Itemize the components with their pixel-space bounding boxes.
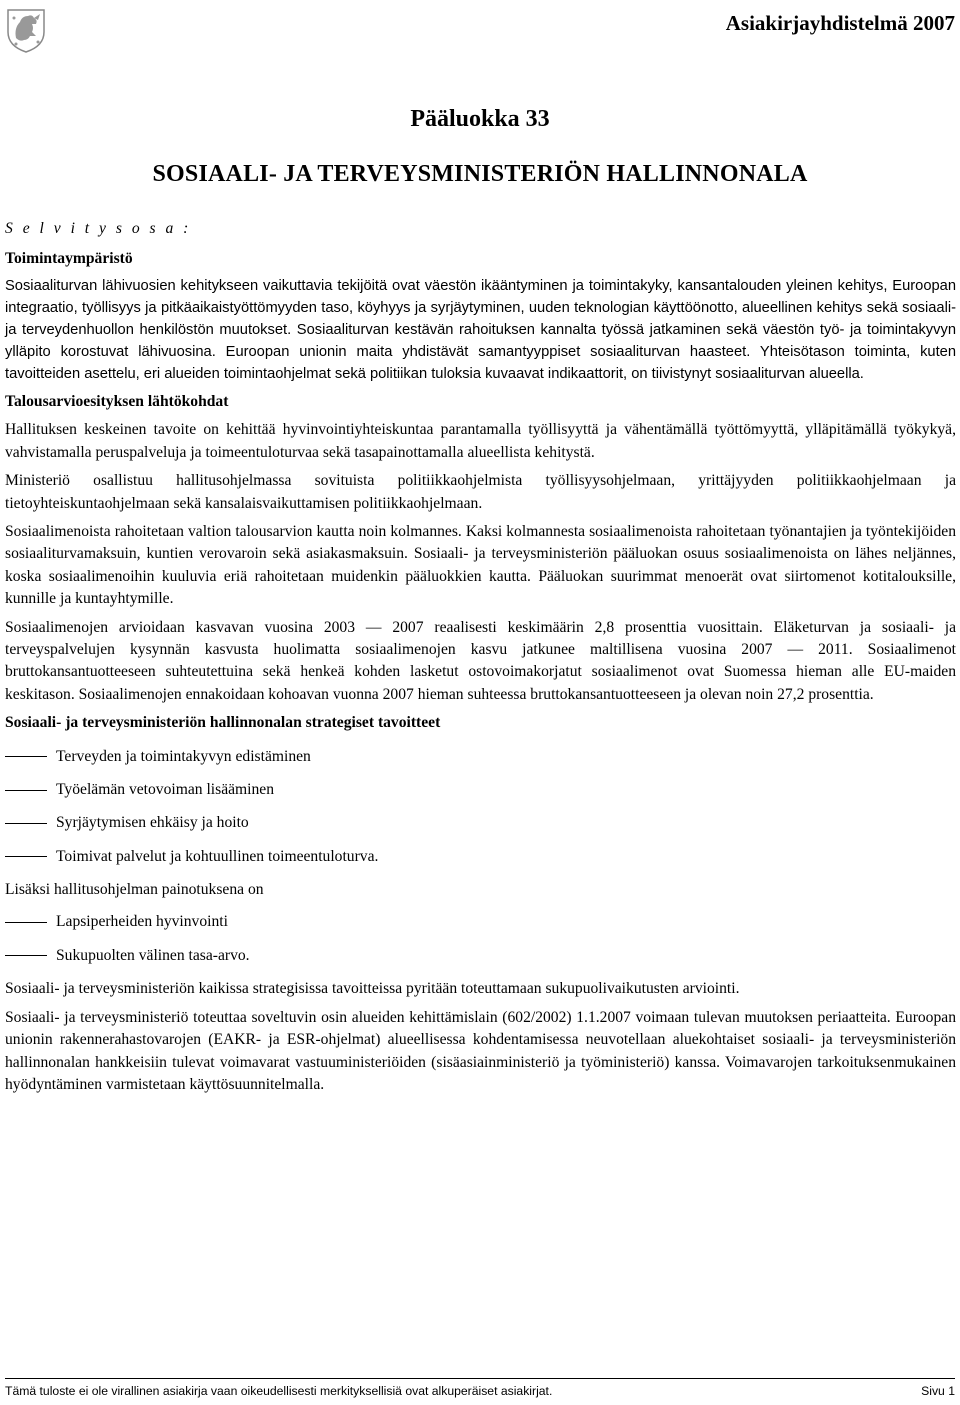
section-heading-toimintaymparisto: Toimintaympäristö [5,250,133,268]
dash-icon [5,823,47,824]
list-item-text: Syrjäytymisen ehkäisy ja hoito [56,814,249,832]
list-item [5,740,956,773]
list-item-text: Terveyden ja toimintakyvyn edistäminen [56,747,311,765]
dash-icon [5,955,47,956]
paragraph: Ministeriö osallistuu hallitusohjelmassa sovituista politiikkaohjelmista työllisyysohjelmaan, yrittäjyyden politiikkaohjelmaan ja tietoyhteiskuntaohjelmaan sekä kansalaisvaikuttamisen politiikkaohjelmaan. [5,472,956,512]
dash-icon [5,756,47,757]
list-item-text: Toimivat palvelut ja kohtuullinen toimeentuloturva. [56,847,379,865]
list-item-text: Työelämän vetovoiman lisääminen [56,781,275,798]
strategic-goals-list [5,740,956,873]
list-item [5,840,956,873]
paragraph: Hallituksen keskeinen tavoite on kehittää hyvinvointiyhteiskuntaa parantamalla työllisyyttä ja vähentämällä työttömyyttä, ylläpitämällä työkykyä, vahvistamalla peruspalveluja ja toimeentuloturvaa sekä tasapainottamalla alueellista kehitystä. [5,421,956,461]
main-class-title: Pääluokka 33 [410,106,550,132]
list-item [5,906,956,939]
emphasis-list [5,906,956,973]
finnish-lion-coat-of-arms-icon [4,4,48,54]
list-item [5,939,956,972]
dash-icon [5,856,47,857]
paragraph: Sosiaaliturvan lähivuosien kehitykseen vaikuttavia tekijöitä ovat väestön ikääntyminen ja toimintakyky, kansantalouden yleinen kehitys, Euroopan integraatio, työllisyys ja pitkäaikaistyöttömyyden taso, köyhyys ja syrjäytyminen, uuden teknologian käyttöönotto, alueellinen kehitys sekä sosiaali- ja terveydenhuollon henkilöstön muutokset. Sosiaaliturvan kestävän rahoituksen kannalta työssä jatkaminen sekä väestön työ- ja toimintakyvyn ylläpito korostuvat lähivuosina. Euroopan unionin maita yhdistävät samantyyppiset sosiaaliturvan haasteet. Yhteisötason toiminta, kuten tavoitteiden asettelu, eri alueiden toimintaohjelmat sekä politiikan tuloksia kuvaavat indikaattorit, on tiivistynyt sosiaaliturvan alueella. [5,278,956,382]
paragraph: Sosiaalimenoista rahoitetaan valtion talousarvion kautta noin kolmannes. Kaksi kolmannesta sosiaalimenoista rahoitetaan työnantajien ja työntekijöiden sosiaaliturvamaksuin, kuntien verovaroin sekä asiakasmaksuin. Sosiaali- ja terveysministeriön pääluokan osuus sosiaalimenoista on lähes neljännes, koska sosiaalimenoihin kuuluvia eriä rahoitetaan muidenkin pääluokkien kautta. Pääluokan suurimmat menoerät ovat siirtomenot kotitalouksille, kunnille ja kuntayhtymille. [5,523,956,608]
paragraph: Sosiaali- ja terveysministeriön kaikissa strategisissa tavoitteissa pyritään toteuttamaan sukupuolivaikutusten arviointi. [5,980,740,998]
list-item [5,774,956,807]
section-label: S e l v i t y s o s a : [5,220,192,237]
document-title: Asiakirjayhdistelmä 2007 [725,11,955,35]
footer-disclaimer: Tämä tuloste ei ole virallinen asiakirja vaan oikeudellisesti merkityksellisiä ovat alkuperäiset asiakirjat. [5,1384,553,1398]
list-item-text: Lapsiperheiden hyvinvointi [56,913,228,931]
paragraph: Sosiaalimenojen arvioidaan kasvavan vuosina 2003 — 2007 reaalisesti keskimäärin 2,8 prosenttia vuosittain. Eläketurvan ja sosiaali- ja terveyspalvelujen kysynnän kasvusta huolimatta sosiaalimenojen kasvu jatkunee maltillisena vuosina 2007 — 2011. Sosiaalimenot bruttokansantuotteeseen suhteutettuina sekä henkeä kohden lasketut ostovoimakorjatut sosiaalimenot ovat Suomessa hieman alle EU-maiden keskitason. Sosiaalimenojen ennakoidaan kohoavan vuonna 2007 hieman suhteessa bruttokansantuotteeseen ja olevan noin 27,2 prosenttia. [5,618,956,703]
emphasis-lead: Lisäksi hallitusohjelman painotuksena on [5,881,264,899]
list-item [5,807,956,840]
page-number: Sivu 1 [921,1384,955,1398]
dash-icon [5,790,47,791]
paragraph: Sosiaali- ja terveysministeriö toteuttaa soveltuvin osin alueiden kehittämislain (602/2002) 1.1.2007 voimaan tulevan muutoksen periaatteita. Euroopan unionin rakennerahastovarojen (EAKR- ja ESR-ohjelmat) alueellisessa kohdentamisessa neuvotellaan aluekohtaiset sosiaali- ja terveysministeriön hallinnonalan hankkeisiin tulevat voimavarat vastuuministeriöiden (sisäasiainministeriö ja työministeriö) kanssa. Voimavarojen tarkoituksenmukainen hyödyntäminen varmistetaan käyttösuunnitelmalla. [5,1008,956,1094]
section-heading-lahtokohdat: Talousarvioesityksen lähtökohdat [5,393,229,411]
footer-divider [5,1378,955,1379]
ministry-title: SOSIAALI- JA TERVEYSMINISTERIÖN HALLINNONALA [152,161,808,187]
list-item-text: Sukupuolten välinen tasa-arvo. [56,946,250,964]
section-heading-strategiset-tavoitteet: Sosiaali- ja terveysministeriön hallinnonalan strategiset tavoitteet [5,714,441,732]
document-body [5,218,956,1102]
dash-icon [5,922,47,923]
